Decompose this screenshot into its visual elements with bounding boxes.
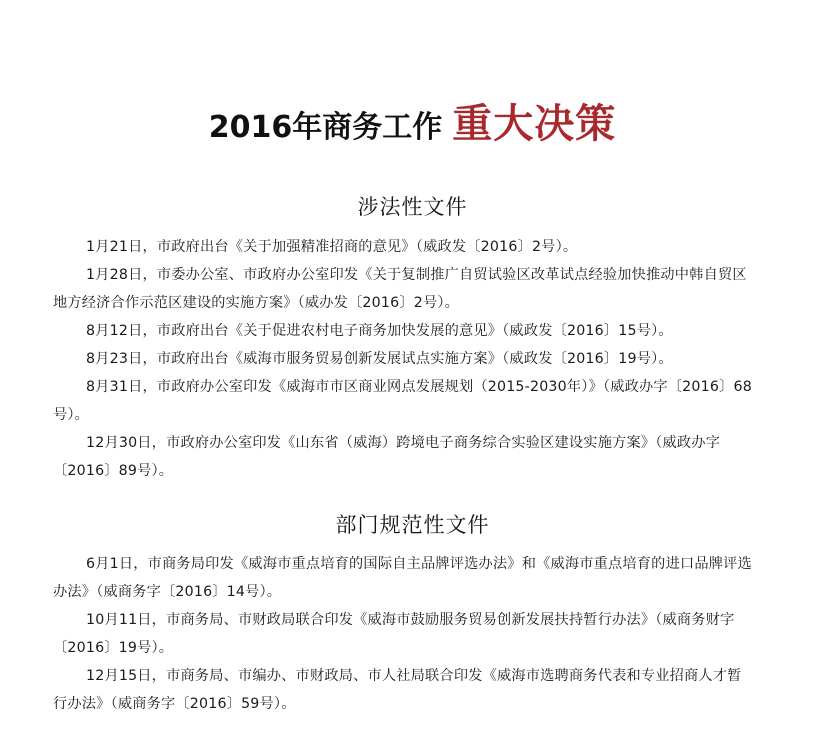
dept-item: 10月11日，市商务局、市财政局联合印发《威海市鼓励服务贸易创新发展扶持暂行办法》（威商务财字〔2016〕19号）。: [53, 612, 735, 656]
title-black: 2016年商务工作: [208, 110, 443, 145]
section-heading-dept: 部门规范性文件: [335, 513, 490, 537]
legal-item: 12月30日，市政府办公室印发《山东省（威海）跨境电子商务综合实验区建设实施方案》（威政办字〔2016〕89号）。: [53, 435, 721, 479]
legal-item: 1月28日，市委办公室、市政府办公室印发《关于复制推广自贸试验区改革试点经验加快推动中韩自贸区地方经济合作示范区建设的实施方案》（威办发〔2016〕2号）。: [53, 267, 747, 311]
section-heading-legal: 涉法性文件: [357, 195, 468, 219]
legal-item: 1月21日，市政府出台《关于加强精准招商的意见》（威政发〔2016〕2号）。: [86, 239, 578, 255]
title-red: 重大决策: [452, 101, 617, 147]
legal-item: 8月23日，市政府出台《威海市服务贸易创新发展试点实施方案》（威政发〔2016〕19号）。: [86, 351, 673, 367]
legal-item: 8月12日，市政府出台《关于促进农村电子商务加快发展的意见》（威政发〔2016〕15号）。: [86, 323, 673, 339]
page-title: [0, 92, 825, 149]
dept-item: 12月15日，市商务局、市编办、市财政局、市人社局联合印发《威海市选聘商务代表和专业招商人才暂行办法》（威商务字〔2016〕59号）。: [53, 668, 742, 712]
legal-item: 8月31日，市政府办公室印发《威海市市区商业网点发展规划（2015-2030年）》（威政办字〔2016〕68号）。: [53, 379, 752, 423]
dept-item: 6月1日，市商务局印发《威海市重点培育的国际自主品牌评选办法》和《威海市重点培育的进口品牌评选办法》（威商务字〔2016〕14号）。: [53, 556, 752, 600]
